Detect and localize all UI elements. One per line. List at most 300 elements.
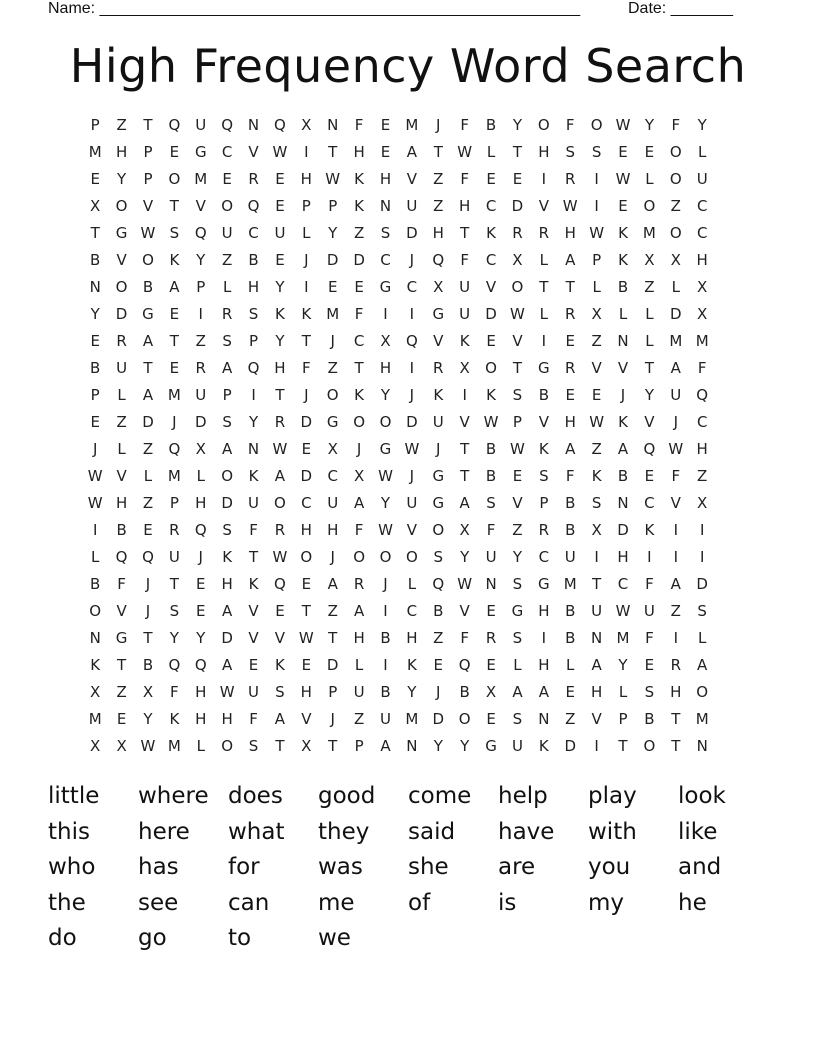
grid-letter: K bbox=[433, 386, 444, 404]
grid-letter: H bbox=[353, 629, 365, 647]
grid-letter: L bbox=[486, 143, 496, 161]
grid-letter: P bbox=[328, 683, 338, 701]
grid-letter: O bbox=[379, 548, 392, 566]
word-list-item: we bbox=[318, 925, 351, 951]
grid-letter: V bbox=[485, 278, 497, 296]
grid-letter: Y bbox=[380, 494, 391, 512]
grid-letter: Y bbox=[90, 305, 100, 323]
grid-letter: V bbox=[617, 359, 629, 377]
grid-letter: X bbox=[90, 683, 101, 701]
grid-letter: V bbox=[116, 467, 127, 485]
grid-letter: G bbox=[115, 629, 128, 647]
grid-letter: Z bbox=[697, 467, 708, 485]
grid-letter: O bbox=[221, 197, 234, 215]
grid-letter: L bbox=[143, 467, 153, 485]
grid-letter: C bbox=[406, 278, 418, 296]
grid-letter: B bbox=[485, 467, 497, 485]
grid-letter: Y bbox=[169, 629, 179, 647]
grid-letter: J bbox=[620, 386, 626, 404]
grid-letter: F bbox=[645, 629, 654, 647]
grid-letter: L bbox=[698, 629, 707, 647]
grid-letter: S bbox=[169, 602, 180, 620]
grid-letter: R bbox=[433, 359, 444, 377]
grid-letter: C bbox=[485, 251, 497, 269]
grid-letter: U bbox=[511, 737, 523, 755]
grid-letter: T bbox=[671, 737, 681, 755]
grid-letter: X bbox=[433, 278, 444, 296]
grid-letter: M bbox=[695, 710, 709, 728]
grid-letter: T bbox=[143, 116, 153, 134]
grid-letter: E bbox=[644, 656, 655, 674]
grid-letter: S bbox=[539, 467, 549, 485]
grid-letter: U bbox=[274, 224, 286, 242]
grid-letter: U bbox=[643, 602, 655, 620]
grid-letter: V bbox=[433, 332, 444, 350]
grid-letter: H bbox=[300, 170, 312, 188]
grid-letter: Z bbox=[591, 440, 602, 458]
grid-letter: W bbox=[404, 440, 420, 458]
grid-letter: D bbox=[406, 224, 418, 242]
grid-letter: R bbox=[195, 359, 206, 377]
grid-letter: E bbox=[354, 278, 364, 296]
word-list bbox=[48, 780, 768, 958]
grid-letter: M bbox=[405, 710, 419, 728]
grid-letter: E bbox=[90, 413, 100, 431]
grid-letter: W bbox=[562, 197, 578, 215]
grid-letter: H bbox=[353, 143, 365, 161]
grid-letter: T bbox=[328, 737, 338, 755]
grid-letter: S bbox=[222, 332, 232, 350]
grid-letter: T bbox=[565, 278, 575, 296]
grid-letter: E bbox=[275, 197, 285, 215]
grid-letter: D bbox=[326, 251, 339, 269]
grid-letter: B bbox=[644, 710, 655, 728]
grid-letter: I bbox=[304, 143, 309, 161]
grid-letter: E bbox=[433, 656, 444, 674]
grid-letter: D bbox=[670, 305, 682, 323]
grid-letter: M bbox=[88, 143, 102, 161]
grid-letter: E bbox=[275, 170, 285, 188]
grid-letter: E bbox=[275, 602, 285, 620]
grid-letter: V bbox=[274, 629, 286, 647]
grid-letter: G bbox=[538, 359, 550, 377]
grid-letter: U bbox=[564, 548, 576, 566]
grid-letter: U bbox=[195, 386, 207, 404]
grid-letter: C bbox=[248, 224, 259, 242]
grid-letter: P bbox=[539, 494, 549, 512]
grid-letter: X bbox=[380, 332, 391, 350]
grid-letter: B bbox=[380, 629, 391, 647]
grid-letter: Y bbox=[644, 386, 654, 404]
word-list-item: of bbox=[408, 889, 431, 916]
grid-letter: U bbox=[406, 197, 418, 215]
grid-letter: I bbox=[462, 386, 467, 404]
grid-letter: B bbox=[565, 602, 576, 620]
grid-letter: K bbox=[354, 197, 365, 215]
grid-letter: L bbox=[196, 737, 205, 755]
grid-letter: T bbox=[275, 737, 285, 755]
grid-letter: I bbox=[594, 548, 599, 566]
grid-letter: T bbox=[512, 143, 523, 161]
grid-letter: Y bbox=[407, 683, 417, 701]
grid-letter: N bbox=[617, 494, 629, 512]
grid-letter: L bbox=[671, 278, 680, 296]
grid-letter: C bbox=[617, 575, 629, 593]
grid-letter: R bbox=[485, 629, 497, 647]
grid-letter: X bbox=[459, 521, 470, 539]
grid-letter: K bbox=[538, 440, 549, 458]
grid-letter: V bbox=[459, 413, 470, 431]
grid-letter: V bbox=[512, 494, 523, 512]
grid-letter: T bbox=[644, 359, 654, 377]
grid-letter: C bbox=[485, 197, 497, 215]
grid-letter: T bbox=[671, 710, 681, 728]
grid-letter: V bbox=[538, 197, 549, 215]
grid-letter: X bbox=[142, 683, 154, 701]
grid-letter: B bbox=[90, 575, 101, 593]
grid-letter: S bbox=[591, 494, 602, 512]
grid-letter: G bbox=[142, 305, 154, 323]
grid-letter: X bbox=[591, 305, 602, 323]
grid-letter: W bbox=[615, 602, 631, 620]
grid-letter: P bbox=[90, 386, 100, 404]
grid-letter: W bbox=[378, 467, 393, 485]
grid-letter: G bbox=[379, 278, 392, 296]
word-list-item: play bbox=[588, 783, 637, 809]
word-list-item: who bbox=[48, 854, 96, 880]
grid-letter: F bbox=[460, 116, 469, 134]
grid-letter: T bbox=[301, 332, 311, 350]
grid-letter: T bbox=[169, 332, 179, 350]
grid-letter: S bbox=[248, 737, 259, 755]
grid-letter: W bbox=[272, 548, 288, 566]
grid-letter: G bbox=[432, 305, 445, 323]
grid-letter: O bbox=[669, 224, 682, 242]
grid-letter: M bbox=[88, 710, 102, 728]
grid-letter: T bbox=[460, 440, 470, 458]
grid-letter: W bbox=[457, 575, 473, 593]
grid-letter: V bbox=[248, 602, 259, 620]
grid-letter: K bbox=[275, 656, 285, 674]
grid-letter: J bbox=[356, 440, 362, 458]
grid-letter: S bbox=[486, 494, 496, 512]
grid-letter: O bbox=[432, 521, 445, 539]
grid-letter: S bbox=[380, 224, 391, 242]
grid-letter: T bbox=[90, 224, 100, 242]
grid-letter: D bbox=[300, 413, 313, 431]
grid-letter: Q bbox=[168, 656, 181, 674]
grid-letter: Y bbox=[644, 116, 654, 134]
grid-letter: X bbox=[195, 440, 206, 458]
grid-letter: I bbox=[699, 521, 705, 539]
page-title: High Frequency Word Search bbox=[69, 39, 747, 93]
grid-letter: I bbox=[673, 521, 678, 539]
grid-letter: Q bbox=[274, 116, 286, 134]
grid-letter: E bbox=[565, 332, 575, 350]
grid-letter: L bbox=[407, 575, 417, 593]
grid-letter: P bbox=[328, 197, 338, 215]
grid-letter: Q bbox=[194, 224, 207, 242]
grid-letter: U bbox=[591, 602, 603, 620]
grid-letter: L bbox=[117, 440, 126, 458]
grid-letter: O bbox=[300, 548, 313, 566]
grid-letter: C bbox=[301, 494, 312, 512]
grid-letter: A bbox=[697, 656, 708, 674]
grid-letter: P bbox=[354, 737, 364, 755]
grid-letter: L bbox=[566, 656, 575, 674]
word-list-item: where bbox=[138, 783, 209, 809]
grid-letter: Y bbox=[460, 737, 470, 755]
grid-letter: O bbox=[643, 197, 656, 215]
grid-letter: X bbox=[353, 467, 365, 485]
grid-letter: C bbox=[644, 494, 655, 512]
grid-letter: A bbox=[565, 251, 576, 269]
grid-letter: P bbox=[143, 143, 153, 161]
grid-letter: E bbox=[512, 170, 523, 188]
grid-letter: U bbox=[406, 494, 418, 512]
word-list-item: she bbox=[408, 854, 449, 880]
grid-letter: E bbox=[486, 710, 496, 728]
grid-letter: I bbox=[541, 629, 547, 647]
grid-letter: S bbox=[512, 629, 523, 647]
grid-letter: U bbox=[459, 305, 471, 323]
grid-letter: H bbox=[221, 575, 233, 593]
grid-letter: S bbox=[644, 683, 655, 701]
grid-letter: A bbox=[169, 278, 180, 296]
word-list-item: for bbox=[228, 854, 260, 880]
grid-letter: E bbox=[169, 359, 180, 377]
grid-letter: W bbox=[298, 629, 314, 647]
grid-letter: S bbox=[248, 305, 259, 323]
grid-letter: Z bbox=[116, 683, 127, 701]
grid-letter: C bbox=[696, 224, 708, 242]
grid-letter: I bbox=[594, 197, 599, 215]
grid-letter: H bbox=[195, 494, 207, 512]
grid-letter: Z bbox=[327, 359, 338, 377]
grid-letter: P bbox=[90, 116, 100, 134]
grid-letter: X bbox=[485, 683, 497, 701]
grid-letter: B bbox=[565, 629, 576, 647]
word-list-item: you bbox=[588, 854, 631, 880]
word-list-item: to bbox=[228, 925, 252, 951]
grid-letter: M bbox=[642, 224, 656, 242]
grid-letter: N bbox=[247, 440, 260, 458]
grid-letter: E bbox=[618, 143, 628, 161]
grid-letter: T bbox=[460, 224, 470, 242]
grid-letter: I bbox=[251, 386, 256, 404]
grid-letter: U bbox=[670, 386, 682, 404]
grid-letter: A bbox=[222, 359, 233, 377]
grid-letter: O bbox=[89, 602, 102, 620]
grid-letter: J bbox=[304, 251, 309, 269]
grid-letter: O bbox=[696, 683, 709, 701]
word-list-item: here bbox=[138, 818, 190, 845]
word-list-item: he bbox=[678, 889, 707, 916]
grid-letter: Q bbox=[194, 521, 207, 539]
grid-letter: J bbox=[172, 413, 177, 431]
grid-letter: Z bbox=[142, 494, 154, 512]
grid-letter: I bbox=[594, 170, 599, 188]
grid-letter: T bbox=[328, 629, 338, 647]
date-field-label: Date: _______ bbox=[628, 0, 733, 17]
grid-letter: O bbox=[142, 251, 154, 269]
grid-letter: F bbox=[117, 575, 126, 593]
grid-letter: Y bbox=[460, 548, 470, 566]
grid-letter: H bbox=[670, 683, 682, 701]
word-list-item: look bbox=[678, 783, 726, 809]
grid-letter: N bbox=[247, 116, 260, 134]
grid-letter: J bbox=[409, 467, 415, 485]
grid-letter: K bbox=[248, 575, 259, 593]
grid-letter: R bbox=[248, 170, 259, 188]
grid-letter: O bbox=[326, 386, 339, 404]
grid-letter: E bbox=[380, 143, 391, 161]
grid-letter: A bbox=[274, 710, 286, 728]
grid-letter: V bbox=[406, 521, 418, 539]
grid-letter: H bbox=[538, 602, 550, 620]
grid-letter: O bbox=[115, 197, 128, 215]
grid-letter: H bbox=[564, 413, 576, 431]
grid-letter: F bbox=[302, 359, 311, 377]
grid-letter: T bbox=[539, 278, 549, 296]
grid-letter: L bbox=[196, 467, 205, 485]
grid-letter: P bbox=[592, 251, 602, 269]
grid-letter: L bbox=[645, 332, 654, 350]
grid-letter: O bbox=[353, 548, 365, 566]
grid-letter: E bbox=[301, 656, 312, 674]
grid-letter: T bbox=[275, 386, 285, 404]
grid-letter: F bbox=[170, 683, 179, 701]
grid-letter: Y bbox=[196, 629, 206, 647]
grid-letter: U bbox=[327, 494, 339, 512]
grid-letter: G bbox=[432, 467, 445, 485]
grid-letter: G bbox=[115, 224, 128, 242]
grid-letter: D bbox=[353, 251, 365, 269]
grid-letter: X bbox=[459, 359, 470, 377]
grid-letter: S bbox=[275, 683, 285, 701]
grid-letter: H bbox=[195, 710, 207, 728]
grid-letter: S bbox=[512, 710, 523, 728]
grid-letter: A bbox=[222, 656, 233, 674]
grid-letter: E bbox=[116, 710, 127, 728]
grid-letter: F bbox=[460, 170, 469, 188]
grid-letter: M bbox=[563, 575, 577, 593]
grid-letter: H bbox=[221, 710, 233, 728]
grid-letter: O bbox=[379, 413, 392, 431]
grid-letter: O bbox=[643, 737, 656, 755]
grid-letter: Q bbox=[458, 656, 471, 674]
grid-letter: H bbox=[274, 359, 286, 377]
grid-letter: S bbox=[512, 386, 523, 404]
grid-letter: H bbox=[115, 143, 128, 161]
grid-letter: W bbox=[140, 224, 156, 242]
grid-letter: L bbox=[222, 278, 232, 296]
grid-letter: C bbox=[696, 197, 708, 215]
grid-letter: Z bbox=[433, 170, 444, 188]
grid-letter: H bbox=[300, 683, 312, 701]
grid-letter: I bbox=[92, 521, 98, 539]
grid-letter: R bbox=[274, 413, 286, 431]
grid-letter: Y bbox=[117, 170, 127, 188]
grid-letter: Y bbox=[512, 548, 523, 566]
grid-letter: A bbox=[670, 359, 681, 377]
grid-letter: Y bbox=[328, 224, 338, 242]
grid-letter: O bbox=[511, 278, 524, 296]
grid-letter: V bbox=[591, 710, 602, 728]
grid-letter: E bbox=[512, 467, 523, 485]
grid-letter: L bbox=[513, 656, 522, 674]
grid-letter: E bbox=[301, 440, 312, 458]
grid-letter: W bbox=[325, 170, 341, 188]
grid-letter: T bbox=[512, 359, 523, 377]
word-list-item: come bbox=[408, 783, 472, 809]
grid-letter: I bbox=[198, 305, 203, 323]
grid-letter: F bbox=[354, 521, 364, 539]
grid-letter: Y bbox=[380, 386, 391, 404]
grid-letter: L bbox=[354, 656, 364, 674]
grid-letter: P bbox=[196, 278, 206, 296]
grid-letter: F bbox=[486, 521, 496, 539]
grid-letter: V bbox=[406, 170, 418, 188]
grid-letter: V bbox=[142, 197, 154, 215]
grid-letter: V bbox=[116, 251, 127, 269]
name-field-label: Name: ______________________________________________________ bbox=[48, 0, 581, 17]
grid-letter: D bbox=[221, 494, 233, 512]
grid-letter: X bbox=[327, 440, 338, 458]
grid-letter: Y bbox=[196, 251, 206, 269]
grid-letter: L bbox=[592, 278, 601, 296]
grid-letter: W bbox=[219, 683, 235, 701]
grid-letter: A bbox=[512, 683, 523, 701]
grid-letter: D bbox=[221, 629, 233, 647]
grid-letter: E bbox=[90, 170, 100, 188]
grid-letter: U bbox=[195, 116, 207, 134]
grid-letter: N bbox=[591, 629, 603, 647]
grid-letter: W bbox=[668, 440, 684, 458]
grid-letter: N bbox=[406, 737, 418, 755]
word-list-item: is bbox=[498, 889, 517, 916]
grid-letter: Y bbox=[433, 737, 443, 755]
grid-letter: R bbox=[670, 656, 681, 674]
letter-grid bbox=[82, 112, 715, 760]
grid-letter: Q bbox=[247, 359, 260, 377]
grid-letter: K bbox=[486, 224, 496, 242]
grid-letter: B bbox=[90, 251, 101, 269]
grid-letter: N bbox=[89, 278, 101, 296]
grid-letter: L bbox=[91, 548, 100, 566]
grid-letter: X bbox=[512, 251, 523, 269]
grid-letter: O bbox=[590, 116, 603, 134]
grid-letter: T bbox=[433, 143, 443, 161]
word-list-item: this bbox=[48, 818, 90, 845]
grid-letter: V bbox=[301, 710, 312, 728]
grid-letter: N bbox=[379, 197, 392, 215]
grid-letter: J bbox=[145, 575, 151, 593]
grid-letter: K bbox=[618, 251, 628, 269]
grid-letter: S bbox=[565, 143, 575, 161]
grid-letter: O bbox=[274, 494, 286, 512]
grid-letter: S bbox=[222, 521, 232, 539]
grid-letter: F bbox=[354, 305, 364, 323]
word-list-item: help bbox=[498, 783, 548, 809]
grid-letter: L bbox=[539, 305, 549, 323]
grid-letter: Y bbox=[512, 116, 523, 134]
grid-letter: E bbox=[196, 602, 206, 620]
grid-letter: W bbox=[615, 170, 631, 188]
grid-letter: W bbox=[272, 143, 288, 161]
grid-letter: D bbox=[564, 737, 576, 755]
grid-letter: J bbox=[330, 710, 335, 728]
